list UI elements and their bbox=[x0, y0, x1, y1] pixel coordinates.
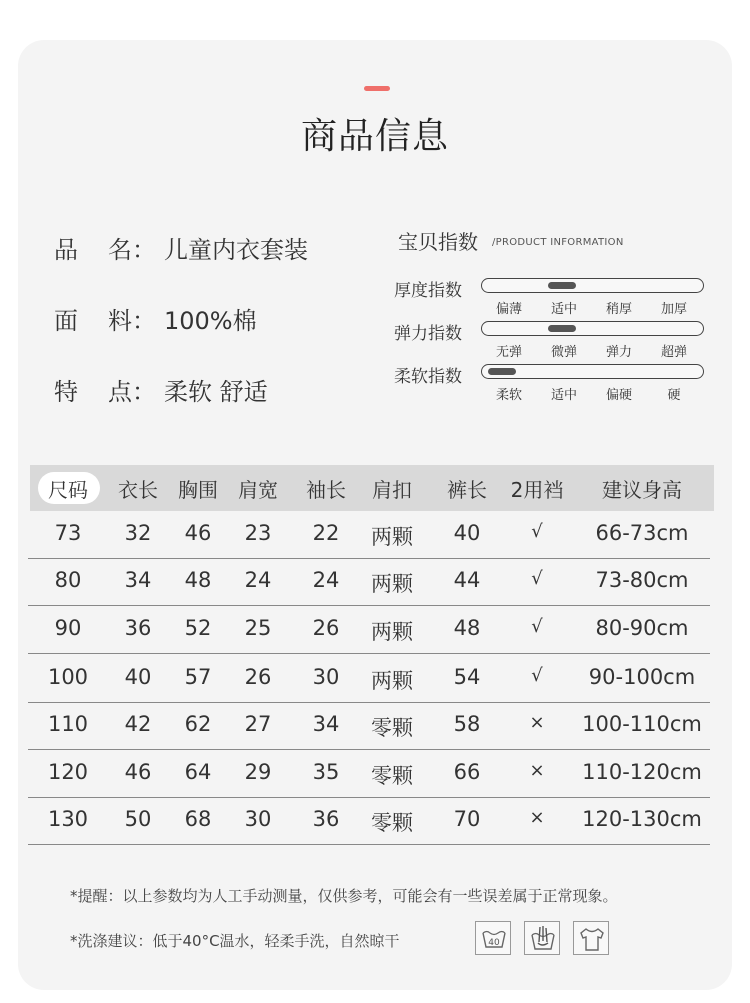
table-cell: 120 bbox=[47, 760, 89, 784]
table-header-cell: 衣长 bbox=[118, 478, 158, 502]
table-cell: 57 bbox=[184, 665, 212, 689]
table-cell: 110 bbox=[47, 712, 89, 736]
table-cell: √ bbox=[531, 665, 543, 686]
index-option: 无弹 bbox=[495, 345, 522, 360]
table-header-cell: 肩宽 bbox=[238, 478, 278, 502]
index-panel-title: 宝贝指数 bbox=[398, 230, 478, 254]
info-key-char: 名： bbox=[108, 236, 156, 264]
table-cell: 90-100cm bbox=[588, 665, 696, 689]
table-row bbox=[28, 511, 710, 559]
info-key-char: 料： bbox=[108, 307, 156, 335]
table-header-cell: 袖长 bbox=[306, 478, 346, 502]
table-cell: 48 bbox=[453, 616, 481, 640]
table-cell: 两颗 bbox=[371, 669, 413, 693]
table-header-cell: 尺码 bbox=[48, 478, 88, 502]
info-key-char: 面 bbox=[54, 307, 78, 335]
table-cell: √ bbox=[531, 616, 543, 637]
table-header-cell: 2用裆 bbox=[510, 478, 564, 502]
table-cell: 68 bbox=[184, 807, 212, 831]
index-option: 稍厚 bbox=[605, 302, 632, 317]
table-cell: × bbox=[529, 760, 545, 781]
table-header-cell: 裤长 bbox=[447, 478, 487, 502]
table-cell: 40 bbox=[453, 521, 481, 545]
table-cell: 44 bbox=[453, 568, 481, 592]
table-cell: 26 bbox=[312, 616, 340, 640]
table-row bbox=[28, 702, 710, 750]
table-cell: 25 bbox=[244, 616, 272, 640]
table-cell: 66 bbox=[453, 760, 481, 784]
table-cell: 50 bbox=[124, 807, 152, 831]
table-cell: 零颗 bbox=[371, 764, 413, 788]
table-cell: 两颗 bbox=[371, 572, 413, 596]
index-label: 柔软指数 bbox=[394, 367, 462, 387]
index-option: 偏薄 bbox=[495, 302, 522, 317]
table-cell: 32 bbox=[124, 521, 152, 545]
info-value: 100%棉 bbox=[164, 307, 257, 335]
table-cell: 54 bbox=[453, 665, 481, 689]
info-row-material bbox=[54, 301, 257, 336]
table-cell: 73 bbox=[54, 521, 82, 545]
index-track bbox=[481, 364, 704, 379]
table-cell: √ bbox=[531, 568, 543, 589]
table-cell: 30 bbox=[312, 665, 340, 689]
table-cell: 40 bbox=[124, 665, 152, 689]
table-cell: 46 bbox=[124, 760, 152, 784]
table-cell: 零颗 bbox=[371, 811, 413, 835]
index-option: 适中 bbox=[550, 388, 577, 403]
info-value: 柔软 舒适 bbox=[164, 378, 268, 406]
page-title: 商品信息 bbox=[300, 116, 449, 157]
table-cell: 46 bbox=[184, 521, 212, 545]
index-knob bbox=[548, 282, 576, 289]
table-cell: √ bbox=[531, 521, 543, 542]
table-cell: 23 bbox=[244, 521, 272, 545]
title-accent-bar bbox=[364, 86, 390, 91]
index-label: 厚度指数 bbox=[394, 281, 462, 301]
table-row bbox=[28, 655, 710, 703]
index-option: 柔软 bbox=[495, 388, 522, 403]
index-track bbox=[481, 278, 704, 293]
table-cell: 48 bbox=[184, 568, 212, 592]
table-cell: 42 bbox=[124, 712, 152, 736]
table-cell: 52 bbox=[184, 616, 212, 640]
table-cell: 73-80cm bbox=[595, 568, 689, 592]
index-option: 弹力 bbox=[605, 345, 632, 360]
info-row-name bbox=[54, 230, 308, 265]
table-cell: 100-110cm bbox=[582, 712, 702, 736]
table-row bbox=[28, 750, 710, 798]
info-value: 儿童内衣套装 bbox=[164, 236, 308, 264]
index-knob bbox=[548, 325, 576, 332]
table-row bbox=[28, 797, 710, 845]
table-cell: 66-73cm bbox=[595, 521, 689, 545]
table-cell: 24 bbox=[312, 568, 340, 592]
index-option: 硬 bbox=[667, 388, 681, 403]
table-header-cell: 肩扣 bbox=[372, 478, 412, 502]
svg-text:40: 40 bbox=[488, 938, 500, 948]
table-cell: 两颗 bbox=[371, 620, 413, 644]
dry-shirt-icon bbox=[573, 921, 609, 955]
index-knob bbox=[488, 368, 516, 375]
index-option: 微弹 bbox=[550, 345, 577, 360]
measurement-note: *提醒：以上参数均为人工手动测量，仅供参考，可能会有一些误差属于正常现象。 bbox=[70, 887, 618, 905]
table-cell: 130 bbox=[47, 807, 89, 831]
index-track bbox=[481, 321, 704, 336]
table-cell: 零颗 bbox=[371, 716, 413, 740]
table-cell: 36 bbox=[124, 616, 152, 640]
table-cell: 80-90cm bbox=[595, 616, 689, 640]
table-cell: 110-120cm bbox=[582, 760, 702, 784]
table-cell: 24 bbox=[244, 568, 272, 592]
index-option: 适中 bbox=[550, 302, 577, 317]
table-cell: 58 bbox=[453, 712, 481, 736]
wash-40-icon bbox=[475, 921, 511, 955]
table-cell: 27 bbox=[244, 712, 272, 736]
info-key-char: 点： bbox=[108, 378, 156, 406]
index-label: 弹力指数 bbox=[394, 324, 462, 344]
table-header-cell: 胸围 bbox=[178, 478, 218, 502]
table-cell: × bbox=[529, 807, 545, 828]
info-row-feature bbox=[54, 372, 268, 407]
table-cell: 120-130cm bbox=[582, 807, 702, 831]
table-cell: 70 bbox=[453, 807, 481, 831]
table-row bbox=[28, 558, 710, 606]
hand-wash-icon bbox=[524, 921, 560, 955]
table-header-cell: 建议身高 bbox=[602, 478, 682, 502]
wash-note: *洗涤建议：低于40°C温水，轻柔手洗，自然晾干 bbox=[70, 932, 400, 950]
table-cell: 90 bbox=[54, 616, 82, 640]
table-cell: 64 bbox=[184, 760, 212, 784]
table-cell: × bbox=[529, 712, 545, 733]
table-cell: 26 bbox=[244, 665, 272, 689]
table-cell: 两颗 bbox=[371, 525, 413, 549]
table-cell: 22 bbox=[312, 521, 340, 545]
index-option: 超弹 bbox=[660, 345, 687, 360]
index-option: 偏硬 bbox=[605, 388, 632, 403]
table-cell: 36 bbox=[312, 807, 340, 831]
table-cell: 35 bbox=[312, 760, 340, 784]
table-cell: 62 bbox=[184, 712, 212, 736]
info-key-char: 品 bbox=[54, 236, 78, 264]
table-cell: 30 bbox=[244, 807, 272, 831]
index-option: 加厚 bbox=[660, 302, 687, 317]
table-row bbox=[28, 606, 710, 654]
index-panel-subtitle: /PRODUCT INFORMATION bbox=[492, 237, 624, 248]
table-cell: 29 bbox=[244, 760, 272, 784]
table-cell: 80 bbox=[54, 568, 82, 592]
table-cell: 100 bbox=[47, 665, 89, 689]
info-key-char: 特 bbox=[54, 378, 78, 406]
table-cell: 34 bbox=[124, 568, 152, 592]
table-cell: 34 bbox=[312, 712, 340, 736]
